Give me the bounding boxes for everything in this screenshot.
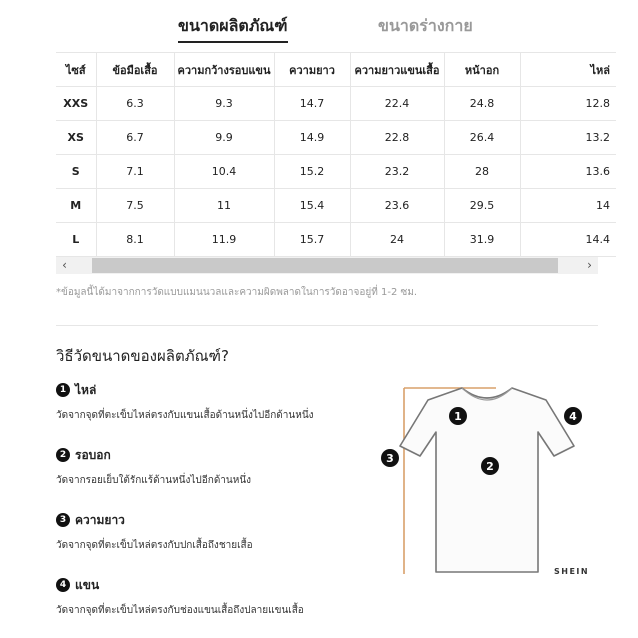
table-cell: 26.4 <box>444 121 520 155</box>
tab-body-size[interactable]: ขนาดร่างกาย <box>378 16 473 35</box>
table-cell: 9.3 <box>174 87 274 121</box>
step-title: ความยาว <box>75 512 125 527</box>
table-row <box>56 121 616 155</box>
table-cell: 15.7 <box>274 223 350 257</box>
table-cell: 22.4 <box>350 87 444 121</box>
scroll-left-icon[interactable]: ‹ <box>62 258 67 272</box>
step-number-badge: 3 <box>56 513 70 527</box>
column-header: ไหล่ <box>520 53 616 87</box>
size-table <box>56 52 616 257</box>
marker-3-icon <box>381 449 399 467</box>
table-row <box>56 87 616 121</box>
table-cell: XXS <box>56 87 96 121</box>
table-cell: 14.9 <box>274 121 350 155</box>
tab-product-size[interactable]: ขนาดผลิตภัณฑ์ <box>178 14 288 39</box>
table-cell: 24.8 <box>444 87 520 121</box>
step-description: วัดจากรอยเย็บใต้รักแร้ด้านหนึ่งไปอีกด้านหนึ่ง <box>56 475 252 486</box>
column-header: ความยาวแขนเสื้อ <box>350 53 444 87</box>
how-to-measure-title: วิธีวัดขนาดของผลิตภัณฑ์? <box>56 347 229 365</box>
table-cell: 12.8 <box>520 87 616 121</box>
table-cell: 22.8 <box>350 121 444 155</box>
section-divider <box>56 325 598 326</box>
table-cell: 23.6 <box>350 189 444 223</box>
step-number-badge: 4 <box>56 578 70 592</box>
step-sleeve <box>56 577 376 618</box>
table-cell: 6.7 <box>96 121 174 155</box>
table-cell: 14 <box>520 189 616 223</box>
table-cell: 13.2 <box>520 121 616 155</box>
marker-4-icon <box>564 407 582 425</box>
tshirt-outline <box>400 388 574 572</box>
marker-1-icon <box>449 407 467 425</box>
column-header: ข้อมือเสื้อ <box>96 53 174 87</box>
step-title: แขน <box>75 577 100 592</box>
marker-2-icon <box>481 457 499 475</box>
tshirt-diagram <box>378 382 590 582</box>
table-cell: 24 <box>350 223 444 257</box>
table-cell: 8.1 <box>96 223 174 257</box>
column-header: ความยาว <box>274 53 350 87</box>
table-cell: 23.2 <box>350 155 444 189</box>
step-chest <box>56 447 376 488</box>
table-cell: M <box>56 189 96 223</box>
table-cell: 14.4 <box>520 223 616 257</box>
table-cell: 7.1 <box>96 155 174 189</box>
svg-text:1: 1 <box>454 410 462 423</box>
table-cell: XS <box>56 121 96 155</box>
table-cell: S <box>56 155 96 189</box>
table-cell: 29.5 <box>444 189 520 223</box>
table-cell: 15.2 <box>274 155 350 189</box>
step-number-badge: 2 <box>56 448 70 462</box>
step-description: วัดจากจุดที่ตะเข็บไหล่ตรงกับแขนเสื้อด้านหนึ่งไปอีกด้านหนึ่ง <box>56 410 314 421</box>
column-header: ไซส์ <box>56 53 96 87</box>
svg-text:3: 3 <box>386 452 394 465</box>
table-cell: 15.4 <box>274 189 350 223</box>
size-tabs <box>0 14 638 40</box>
svg-text:2: 2 <box>486 460 494 473</box>
step-title: รอบอก <box>75 447 111 462</box>
table-cell: L <box>56 223 96 257</box>
table-cell: 11.9 <box>174 223 274 257</box>
table-cell: 11 <box>174 189 274 223</box>
table-cell: 28 <box>444 155 520 189</box>
table-cell: 14.7 <box>274 87 350 121</box>
table-cell: 13.6 <box>520 155 616 189</box>
step-description: วัดจากจุดที่ตะเข็บไหล่ตรงกับช่องแขนเสื้อถึงปลายแขนเสื้อ <box>56 605 304 616</box>
horizontal-scrollbar[interactable] <box>56 257 598 274</box>
table-row <box>56 155 616 189</box>
table-cell: 7.5 <box>96 189 174 223</box>
table-cell: 31.9 <box>444 223 520 257</box>
measurement-note: *ข้อมูลนี้ได้มาจากการวัดแบบแมนนวลและความผิดพลาดในการวัดอาจอยู่ที่ 1-2 ซม. <box>56 287 418 298</box>
step-title: ไหล่ <box>75 382 97 397</box>
table-header-row <box>56 53 616 87</box>
brand-label: SHEIN <box>554 567 590 576</box>
svg-text:4: 4 <box>569 410 577 423</box>
scroll-right-icon[interactable]: › <box>587 258 592 272</box>
table-cell: 9.9 <box>174 121 274 155</box>
table-cell: 6.3 <box>96 87 174 121</box>
step-description: วัดจากจุดที่ตะเข็บไหล่ตรงกับปกเสื้อถึงชายเสื้อ <box>56 540 253 551</box>
step-number-badge: 1 <box>56 383 70 397</box>
column-header: หน้าอก <box>444 53 520 87</box>
scrollbar-thumb[interactable] <box>92 258 558 273</box>
table-row <box>56 223 616 257</box>
size-table-container <box>56 52 610 256</box>
step-length <box>56 512 376 553</box>
table-cell: 10.4 <box>174 155 274 189</box>
table-row <box>56 189 616 223</box>
column-header: ความกว้างรอบแขน <box>174 53 274 87</box>
step-shoulder <box>56 382 376 423</box>
tshirt-measure-figure <box>378 382 590 582</box>
